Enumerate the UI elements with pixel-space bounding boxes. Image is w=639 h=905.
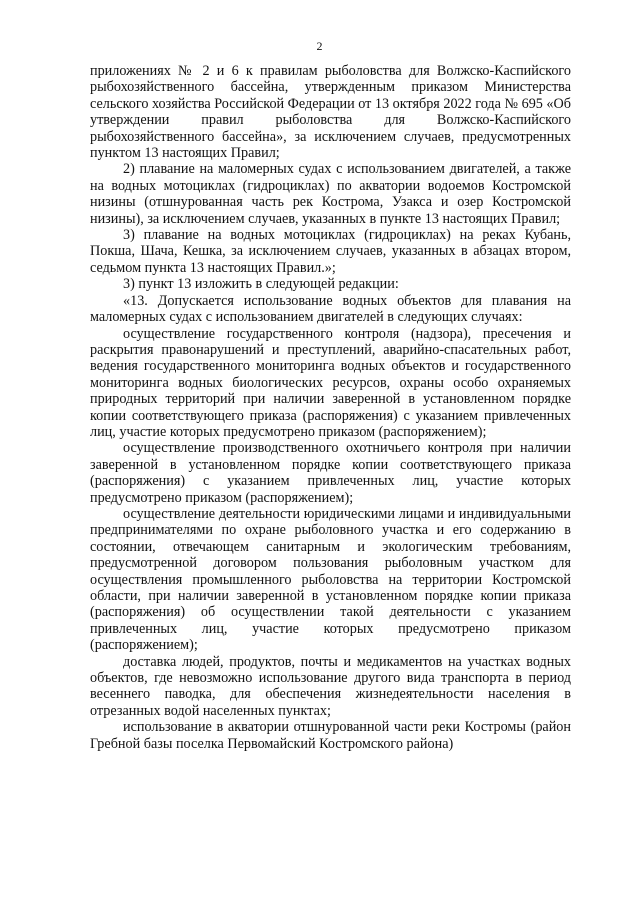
paragraph-hunting-control: осуществление производственного охотничьего контроля при наличии заверенной в установленном порядке копии соответствующего приказа (распоряжения) с указанием привлеченных лиц, участие которых предусмотрено приказом (распоряжением); — [90, 440, 571, 506]
paragraph-fishing-area-protection: осуществление деятельности юридическими лицами и индивидуальными предпринимателями по охране рыболовного участка и его содержанию в состоянии, отвечающем санитарным и экологическим требованиям, предусмотренной договором пользования рыболовным участком для осуществления промышленного рыболовства на территории Костромской области, при наличии заверенной в установленном порядке копии приказа (распоряжения) об осуществлении такой деятельности с указанием привлеченных лиц, участие которых предусмотрено приказом (распоряжением); — [90, 505, 571, 654]
page-number: 2 — [316, 39, 323, 53]
paragraph-amendment-point-3: 3) пункт 13 изложить в следующей редакции: — [123, 276, 399, 293]
paragraph-item-3: 3) плавание на водных мотоциклах (гидроциклах) на реках Кубань, Покша, Шача, Кешка, за исключением случаев, указанных в абзацах втором, седьмом пункта 13 настоящих Правил.»; — [90, 227, 571, 276]
paragraph-clause-13: «13. Допускается использование водных объектов для плавания на маломерных судах с использованием двигателей в следующих случаях: — [90, 292, 571, 326]
paragraph-continuation: приложениях № 2 и 6 к правилам рыболовства для Волжско-Каспийского рыбохозяйственного бассейна, утвержденным приказом Министерства сельского хозяйства Российской Федерации от 13 октября 2022 года № 695 «Об утверждении правил рыболовства для Волжско-Каспийского рыбохозяйственного бассейна», за исключением случаев, предусмотренных пунктом 13 настоящих Правил; — [90, 63, 571, 162]
paragraph-kostroma-river-use: использование в акватории отшнурованной части реки Костромы (район Гребной базы поселка Первомайский Костромского района) — [90, 719, 571, 752]
document-body — [90, 63, 571, 752]
paragraph-item-2: 2) плавание на маломерных судах с использованием двигателей, а также на водных мотоциклах (гидроциклах) по акватории водоемов Костромской низины (отшнурованная часть рек Кострома, Узакса и озер Костромской низины), за исключением случаев, указанных в пункте 13 настоящих Правил; — [90, 161, 571, 227]
paragraph-delivery: доставка людей, продуктов, почты и медикаментов на участках водных объектов, где невозможно использование другого вида транспорта в период весеннего паводка, для обеспечения жизнедеятельности населения в отрезанных водой населенных пунктах; — [90, 653, 571, 719]
paragraph-state-control: осуществление государственного контроля (надзора), пресечения и раскрытия правонарушений и преступлений, аварийно-спасательных работ, ведения государственного мониторинга водных объектов и государственного мониторинга водных биологических ресурсов, охраны особо охраняемых природных территорий при наличии заверенной в установленном порядке копии соответствующего приказа (распоряжения) с указанием привлеченных лиц, участие которых предусмотрено приказом (распоряжением); — [90, 325, 571, 440]
